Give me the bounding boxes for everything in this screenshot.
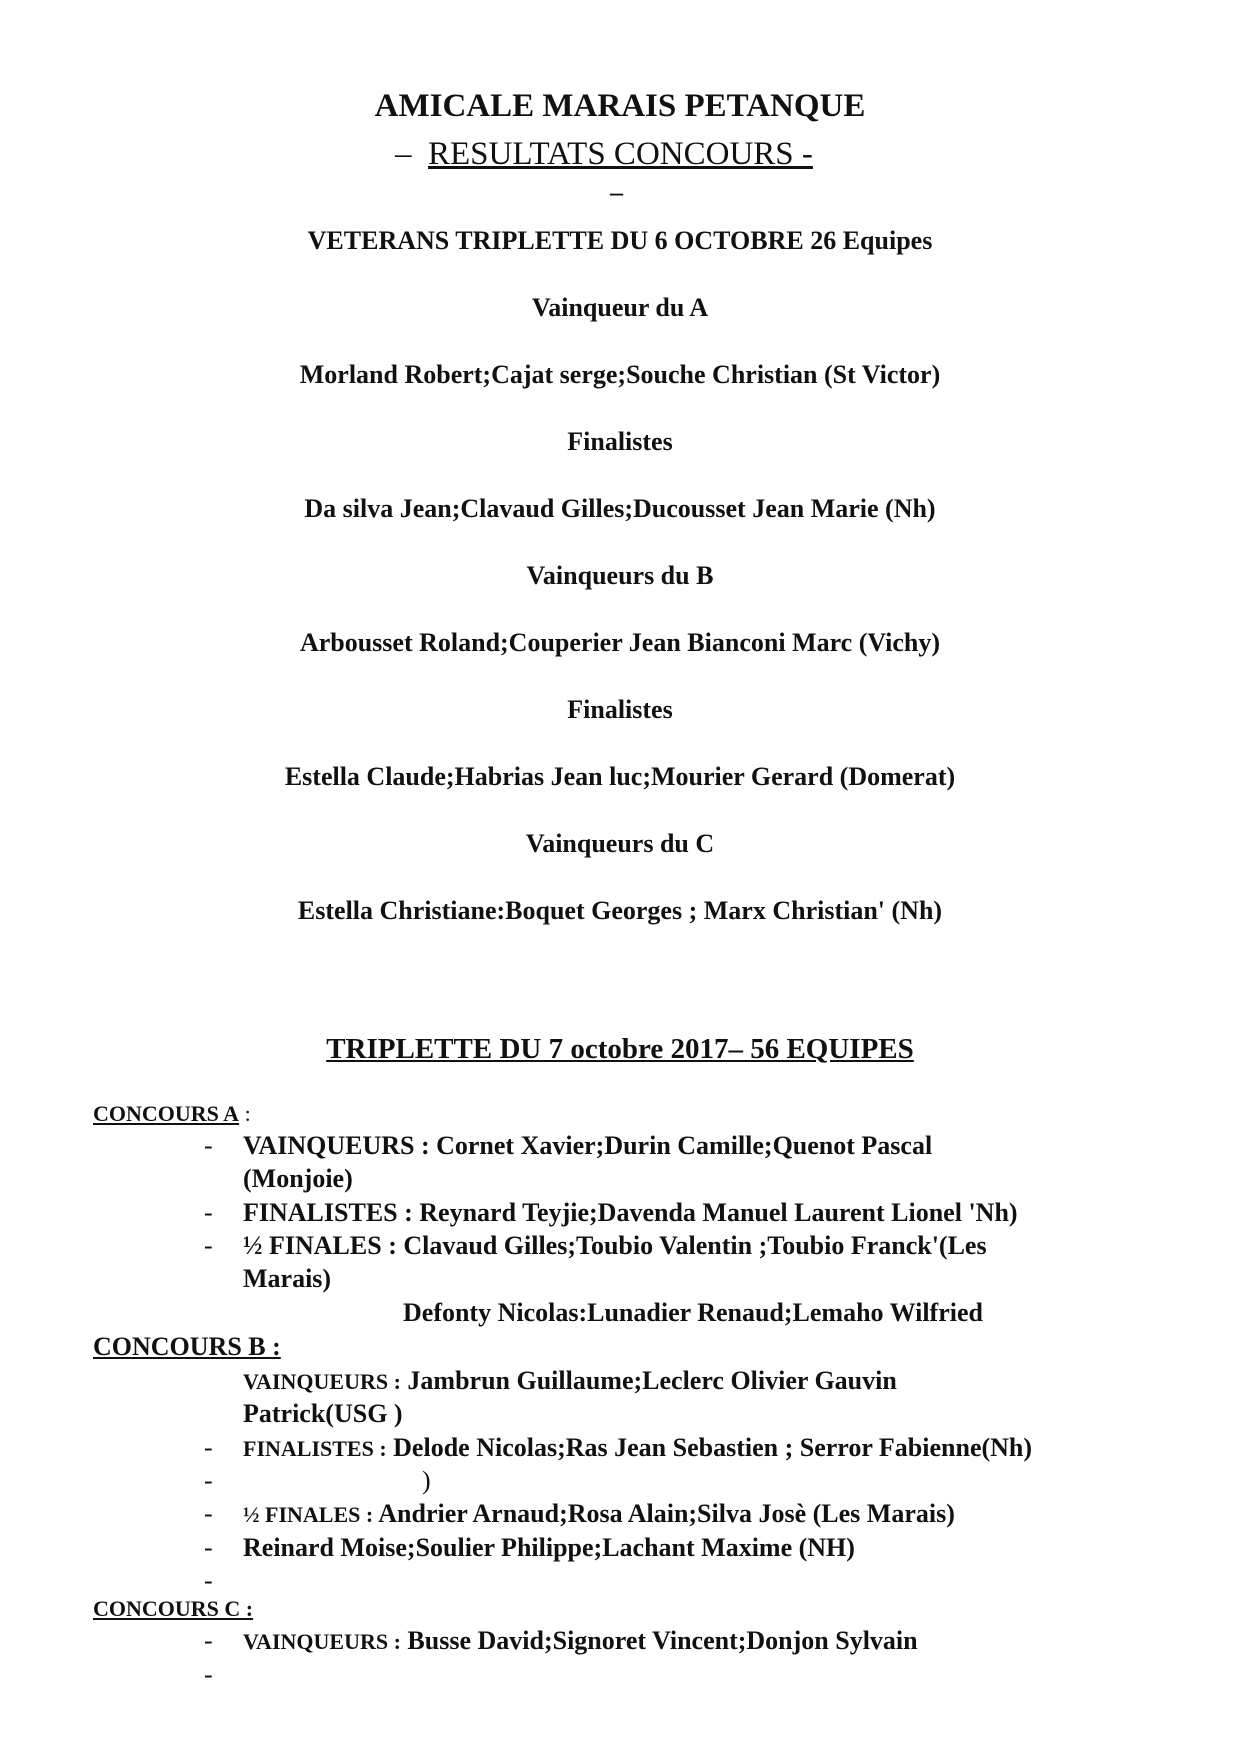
concours-a-demi <box>243 1231 987 1261</box>
concours-b-vainqueurs-cont: Patrick(USG ) <box>243 1399 403 1428</box>
veterans-names-2: Da silva Jean;Clavaud Gilles;Ducousset Jean Marie (Nh) <box>304 494 936 523</box>
veterans-heading-3: Vainqueurs du B <box>526 561 714 590</box>
finalistes-label: FINALISTES : <box>243 1198 413 1227</box>
concours-c-label: CONCOURS C : <box>93 1596 254 1621</box>
bullet-b-1: - <box>204 1433 213 1462</box>
demi-names: Andrier Arnaud;Rosa Alain;Silva Josè (Les Marais) <box>378 1499 955 1528</box>
veterans-names-5: Estella Christiane:Boquet Georges ; Marx Christian' (Nh) <box>297 896 943 925</box>
veterans-heading-5: Vainqueurs du C <box>525 829 715 858</box>
veterans-names-4: Estella Claude;Habrias Jean luc;Mourier Gerard (Domerat) <box>284 762 956 791</box>
triplette-title: TRIPLETTE DU 7 octobre 2017– 56 EQUIPES <box>326 1033 914 1065</box>
stray-paren: ) <box>422 1466 431 1495</box>
subtitle-line <box>395 136 813 173</box>
vainqueurs-names: Cornet Xavier;Durin Camille;Quenot Pascal <box>436 1131 933 1160</box>
concours-a-vainqueurs <box>243 1131 932 1161</box>
bullet-b-3: - <box>204 1499 213 1528</box>
concours-b-demi <box>243 1499 955 1529</box>
bullet-b-4: - <box>204 1533 213 1562</box>
club-title: AMICALE MARAIS PETANQUE <box>374 88 866 124</box>
demi-label: ½ FINALES : <box>243 1502 374 1527</box>
finalistes-names: Delode Nicolas;Ras Jean Sebastien ; Serror Fabienne(Nh) <box>393 1433 1033 1462</box>
concours-b-vainqueurs <box>243 1366 897 1396</box>
vainqueurs-names: Jambrun Guillaume;Leclerc Olivier Gauvin <box>407 1366 897 1395</box>
vainqueurs-label: VAINQUEURS : <box>243 1131 430 1160</box>
vainqueurs-label: VAINQUEURS : <box>243 1369 401 1394</box>
bullet-b-5: - <box>204 1566 213 1595</box>
concours-b-finalistes <box>243 1433 1032 1463</box>
results-subtitle: RESULTATS CONCOURS - <box>428 136 813 172</box>
bullet-c-2: - <box>204 1660 213 1689</box>
veterans-title: VETERANS TRIPLETTE DU 6 OCTOBRE 26 Equipes <box>307 226 933 255</box>
bullet-a-3: - <box>204 1231 213 1260</box>
finalistes-label: FINALISTES : <box>243 1436 387 1461</box>
bullet-a-1: - <box>204 1131 213 1160</box>
demi-names: Clavaud Gilles;Toubio Valentin ;Toubio Franck'(Les <box>403 1231 987 1260</box>
bullet-b-2: - <box>204 1466 213 1495</box>
concours-b-demi-second: Reinard Moise;Soulier Philippe;Lachant Maxime (NH) <box>243 1533 855 1562</box>
concours-a-heading <box>93 1101 251 1127</box>
concours-a-demi-cont: Marais) <box>243 1264 332 1293</box>
demi-label: ½ FINALES : <box>243 1231 397 1260</box>
vainqueurs-label: VAINQUEURS : <box>243 1629 401 1654</box>
concours-b-label: CONCOURS B : <box>93 1332 281 1361</box>
concours-c-vainqueurs <box>243 1626 918 1656</box>
veterans-heading-1: Vainqueur du A <box>531 293 709 322</box>
subtitle-dash: – <box>395 136 412 172</box>
veterans-heading-2: Finalistes <box>567 427 673 456</box>
concours-a-colon: : <box>239 1101 251 1126</box>
bullet-a-2: - <box>204 1198 213 1227</box>
bullet-c-1: - <box>204 1626 213 1655</box>
concours-a-label: CONCOURS A <box>93 1101 240 1126</box>
finalistes-names: Reynard Teyjie;Davenda Manuel Laurent Lionel 'Nh) <box>419 1198 1018 1227</box>
concours-a-demi-second: Defonty Nicolas:Lunadier Renaud;Lemaho Wilfried <box>403 1298 983 1327</box>
veterans-names-3: Arbousset Roland;Couperier Jean Bianconi Marc (Vichy) <box>299 628 941 657</box>
concours-a-vainqueurs-cont: (Monjoie) <box>243 1164 353 1193</box>
vainqueurs-names: Busse David;Signoret Vincent;Donjon Sylvain <box>407 1626 918 1655</box>
subtitle-dash-below: – <box>610 178 623 207</box>
veterans-heading-4: Finalistes <box>567 695 673 724</box>
veterans-names-1: Morland Robert;Cajat serge;Souche Christian (St Victor) <box>299 360 941 389</box>
concours-a-finalistes <box>243 1198 1018 1228</box>
